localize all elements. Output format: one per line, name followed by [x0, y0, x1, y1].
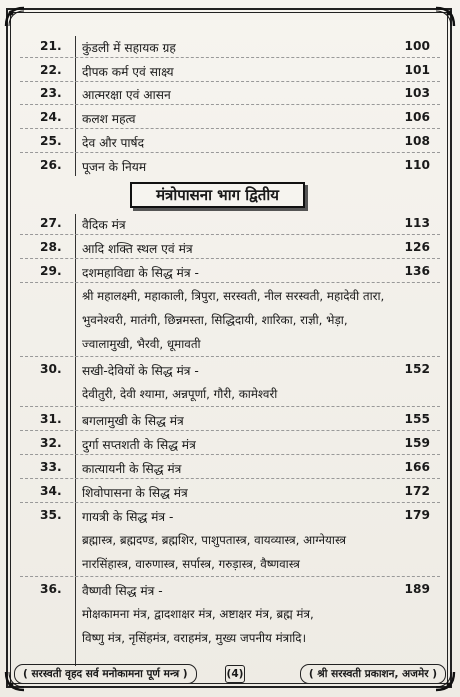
row-divider: [20, 430, 440, 431]
entry-number: 23.: [40, 86, 62, 100]
entry-title: पूजन के नियम: [82, 160, 147, 174]
entry-number: 32.: [40, 436, 62, 450]
entry-page: 100: [404, 39, 430, 53]
entry-subline: ज्वालामुखी, भैरवी, धूमावती: [82, 337, 201, 351]
entry-number: 31.: [40, 412, 62, 426]
entry-subline: श्री महालक्ष्मी, महाकाली, त्रिपुरा, सरस्वती, नील सरस्वती, महादेवी तारा,: [82, 289, 385, 303]
footer-page-number: (4): [225, 665, 245, 683]
entry-page: 159: [404, 436, 430, 450]
entry-page: 103: [404, 86, 430, 100]
corner-ornament-icon: [4, 6, 26, 28]
entry-title: आदि शक्ति स्थल एवं मंत्र: [82, 242, 193, 256]
entry-number: 26.: [40, 158, 62, 172]
entry-title: दीपक कर्म एवं साक्ष्य: [82, 65, 174, 79]
page-footer: [14, 664, 446, 684]
row-divider: [20, 356, 440, 357]
entry-number: 28.: [40, 240, 62, 254]
entry-subline: भुवनेश्वरी, मातंगी, छिन्नमस्ता, सिद्धिदायी, शारिका, राज्ञी, भेड़ा,: [82, 313, 348, 327]
entry-page: 106: [404, 110, 430, 124]
entry-number: 35.: [40, 508, 62, 522]
entry-number: 22.: [40, 63, 62, 77]
entry-subline: विष्णु मंत्र, नृसिंहमंत्र, वराहमंत्र, मुख्य जपनीय मंत्रादि।: [82, 631, 307, 645]
row-divider: [20, 478, 440, 479]
footer-publisher: ( श्री सरस्वती प्रकाशन, अजमेर ): [300, 664, 446, 684]
entry-title: कलश महत्व: [82, 112, 136, 126]
row-divider: [20, 282, 440, 283]
row-divider: [20, 81, 440, 82]
entry-page: 110: [404, 158, 430, 172]
entry-page: 136: [404, 264, 430, 278]
entry-title: कुंडली में सहायक ग्रह: [82, 41, 176, 55]
entry-subline: मोक्षकामना मंत्र, द्वादशाक्षर मंत्र, अष्टाक्षर मंत्र, ब्रह्म मंत्र,: [82, 607, 314, 621]
row-divider: [20, 502, 440, 503]
entry-page: 152: [404, 362, 430, 376]
row-divider: [20, 454, 440, 455]
entry-page: 155: [404, 412, 430, 426]
section-heading: मंत्रोपासना भाग द्वितीय: [130, 182, 305, 208]
entry-title: शिवोपासना के सिद्ध मंत्र: [82, 486, 188, 500]
entry-number: 21.: [40, 39, 62, 53]
entry-title: सखी-देवियों के सिद्ध मंत्र -: [82, 364, 199, 378]
entry-page: 126: [404, 240, 430, 254]
entry-title: देव और पार्षद: [82, 136, 145, 150]
entry-title: वैदिक मंत्र: [82, 218, 126, 232]
entry-subline: ब्रह्मास्त्र, ब्रह्मदण्ड, ब्रह्मशिर, पाशुपतास्त्र, वायव्यास्त्र, आग्नेयास्त्र: [82, 533, 347, 547]
entry-page: 179: [404, 508, 430, 522]
row-divider: [20, 57, 440, 58]
entry-number: 25.: [40, 134, 62, 148]
entry-number: 33.: [40, 460, 62, 474]
row-divider: [20, 576, 440, 577]
entry-page: 101: [404, 63, 430, 77]
entry-page: 113: [404, 216, 430, 230]
entry-page: 189: [404, 582, 430, 596]
entry-subline: नारसिंहास्त्र, वारुणास्त्र, सर्पास्त्र, गरुड़ास्त्र, वैष्णवास्त्र: [82, 557, 300, 571]
entry-title: आत्मरक्षा एवं आसन: [82, 88, 171, 102]
entry-subline: देवीतुरी, देवी श्यामा, अन्नपूर्णा, गौरी, कामेश्वरी: [82, 387, 278, 401]
entry-title: बगलामुखी के सिद्ध मंत्र: [82, 414, 184, 428]
entry-number: 24.: [40, 110, 62, 124]
row-divider: [20, 234, 440, 235]
corner-ornament-icon: [434, 6, 456, 28]
row-divider: [20, 406, 440, 407]
entry-page: 108: [404, 134, 430, 148]
entry-number: 29.: [40, 264, 62, 278]
entry-number: 30.: [40, 362, 62, 376]
entry-page: 172: [404, 484, 430, 498]
row-divider: [20, 128, 440, 129]
row-divider: [20, 104, 440, 105]
entry-number: 27.: [40, 216, 62, 230]
entry-title: वैष्णवी सिद्ध मंत्र -: [82, 584, 163, 598]
row-divider: [20, 152, 440, 153]
entry-number: 34.: [40, 484, 62, 498]
entry-title: दशमहाविद्या के सिद्ध मंत्र -: [82, 266, 199, 280]
entry-number: 36.: [40, 582, 62, 596]
row-divider: [20, 258, 440, 259]
entry-title: दुर्गा सप्तशती के सिद्ध मंत्र: [82, 438, 196, 452]
entry-title: गायत्री के सिद्ध मंत्र -: [82, 510, 174, 524]
footer-book-title: ( सरस्वती वृहद सर्व मनोकामना पूर्ण मन्त्र ): [14, 664, 197, 684]
entry-page: 166: [404, 460, 430, 474]
entry-title: कात्यायनी के सिद्ध मंत्र: [82, 462, 182, 476]
